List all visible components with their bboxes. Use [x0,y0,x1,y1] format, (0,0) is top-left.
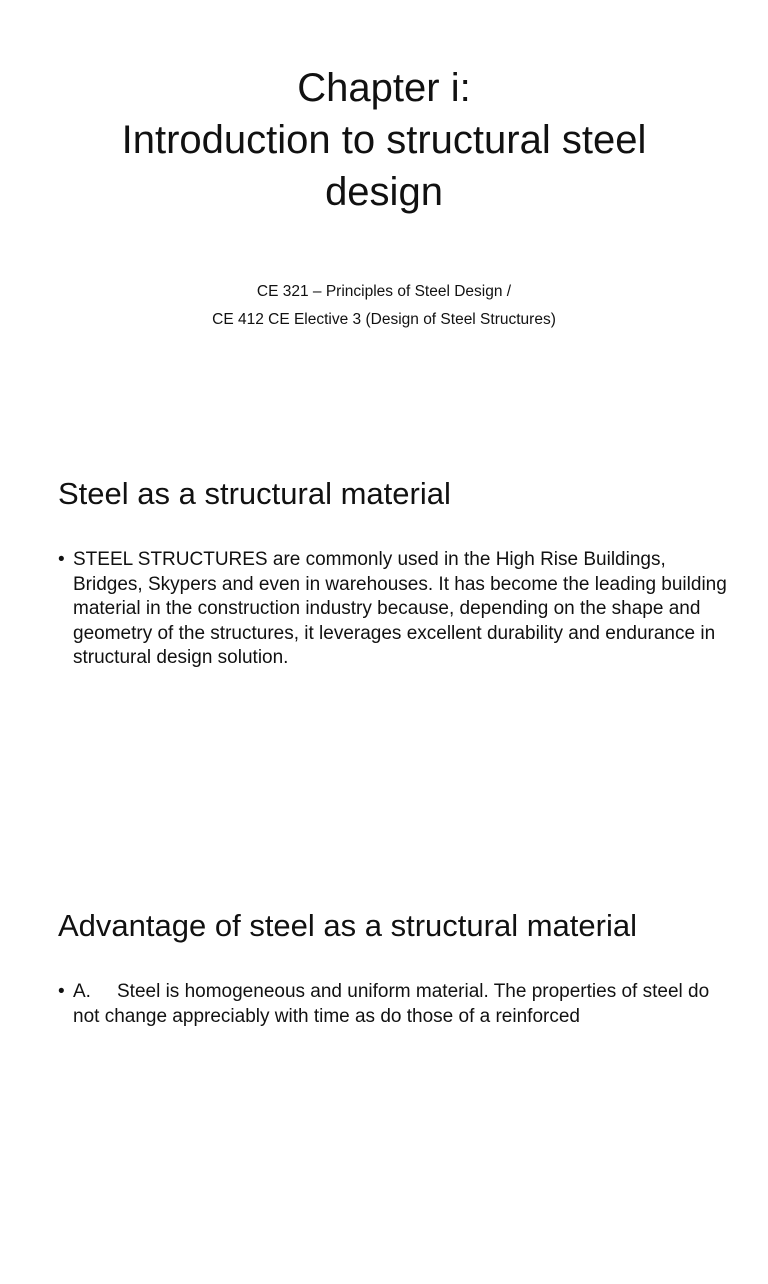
subtitle-line: CE 321 – Principles of Steel Design / [256,283,512,300]
subtitle-line: CE 412 CE Elective 3 (Design of Steel Structures) [212,311,556,328]
bullet-icon: • [58,981,65,1002]
bullet-text: STEEL STRUCTURES are commonly used in the High Rise Buildings, Bridges, Skypers and even in warehouses. It has become the leading building material in the construction industry because, depending on the shape and geometry of the structures, it leverages excellent durability and endurance in structural design solution. [73,549,727,668]
title-line: design [325,170,443,214]
bullet-icon: • [58,549,65,570]
slide-subtitle [40,278,728,334]
bullet-text: Steel is homogeneous and uniform material. The properties of steel do not change appreciably with time as do those of a reinforced [73,981,710,1027]
content-slide [0,864,768,1284]
slide-title [40,62,728,218]
bullet-list [58,980,728,1029]
bullet-item [58,548,728,671]
title-line: Chapter i: [297,66,471,110]
title-slide [0,0,768,420]
slide-heading: Advantage of steel as a structural material [58,908,637,943]
title-line: Introduction to structural steel [121,118,647,162]
content-slide [0,432,768,852]
bullet-item [58,980,728,1029]
bullet-label: A. [73,981,91,1002]
slide-heading: Steel as a structural material [58,476,451,511]
bullet-list [58,548,728,671]
